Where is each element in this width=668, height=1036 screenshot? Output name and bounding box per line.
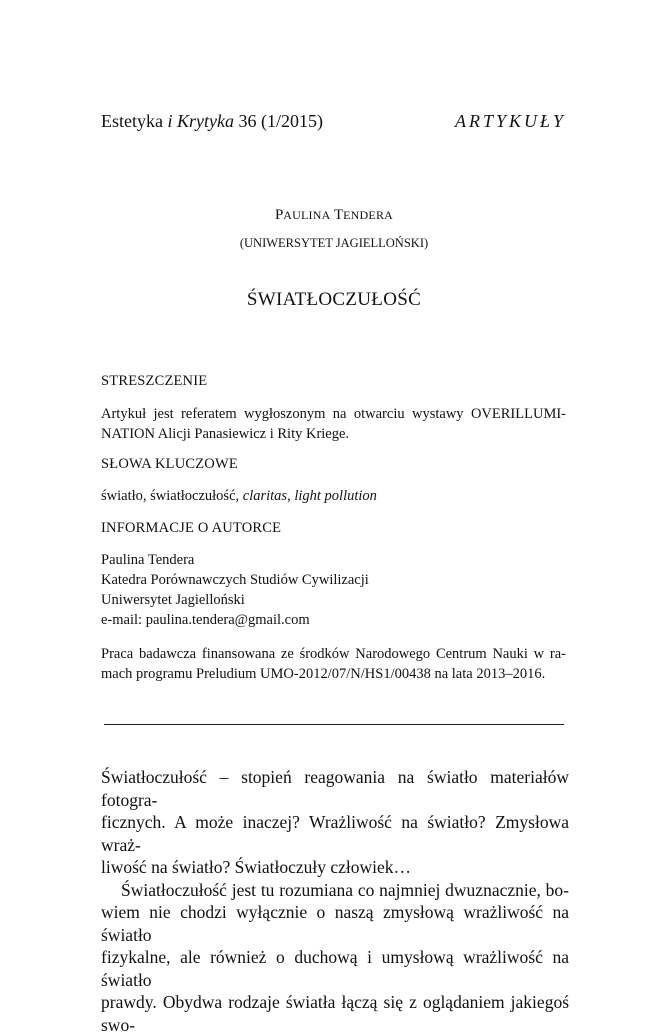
author-info-university: Uniwersytet Jagielloński: [101, 592, 245, 608]
funding-line: Praca badawcza finansowana ze środków Narodowego Centrum Nauki w ra-: [101, 646, 566, 662]
author-info-name: Paulina Tendera: [101, 552, 195, 568]
keywords-text: światło, światłoczułość, claritas, light pollution: [101, 488, 377, 504]
author-info: [101, 550, 566, 630]
body-line: Światłoczułość – stopień reagowania na światło materiałów fotogra-: [101, 767, 569, 810]
author-name: PAULINA TENDERA: [274, 207, 394, 223]
funding-note: [101, 644, 566, 684]
funding-line: mach programu Preludium UMO-2012/07/N/HS1/00438 na lata 2013–2016.: [101, 666, 546, 682]
body-line: prawdy. Obydwa rodzaje światła łączą się z oglądaniem jakiegoś swo-: [101, 992, 569, 1035]
author-affiliation: (UNIWERSYTET JAGIELLOŃSKI): [239, 236, 429, 250]
body-line: wiem nie chodzi wyłącznie o naszą zmysłową wrażliwość na światło: [101, 902, 569, 945]
body-line: Światłoczułość jest tu rozumiana co najmniej dwuznacznie, bo-: [121, 879, 569, 900]
abstract-heading: STRESZCZENIE: [101, 373, 208, 389]
abstract-line: Artykuł jest referatem wygłoszonym na otwarciu wystawy OVERILLUMI-: [101, 406, 566, 422]
journal-citation: Estetyka i Krytyka 36 (1/2015): [101, 111, 323, 131]
body-line: liwość na światło? Światłoczuły człowiek…: [101, 857, 412, 877]
keywords-heading: SŁOWA KLUCZOWE: [101, 456, 238, 472]
section-label: ARTYKUŁY: [454, 111, 566, 131]
article-title: ŚWIATŁOCZUŁOŚĆ: [246, 289, 422, 310]
body-text: [101, 766, 569, 1036]
abstract-line: NATION Alicji Panasiewicz i Rity Kriege.: [101, 426, 350, 442]
section-divider: [104, 724, 564, 725]
body-line: ficznych. A może inaczej? Wrażliwość na światło? Zmysłowa wraż-: [101, 812, 569, 855]
author-info-heading: INFORMACJE O AUTORCE: [101, 520, 282, 536]
running-head: [101, 110, 566, 132]
body-line: fizykalne, ale również o duchową i umysłową wrażliwość na światło: [101, 947, 569, 990]
author-info-department: Katedra Porównawczych Studiów Cywilizacji: [101, 572, 369, 588]
author-info-email: e-mail: paulina.tendera@gmail.com: [101, 612, 310, 628]
abstract-text: [101, 404, 566, 444]
